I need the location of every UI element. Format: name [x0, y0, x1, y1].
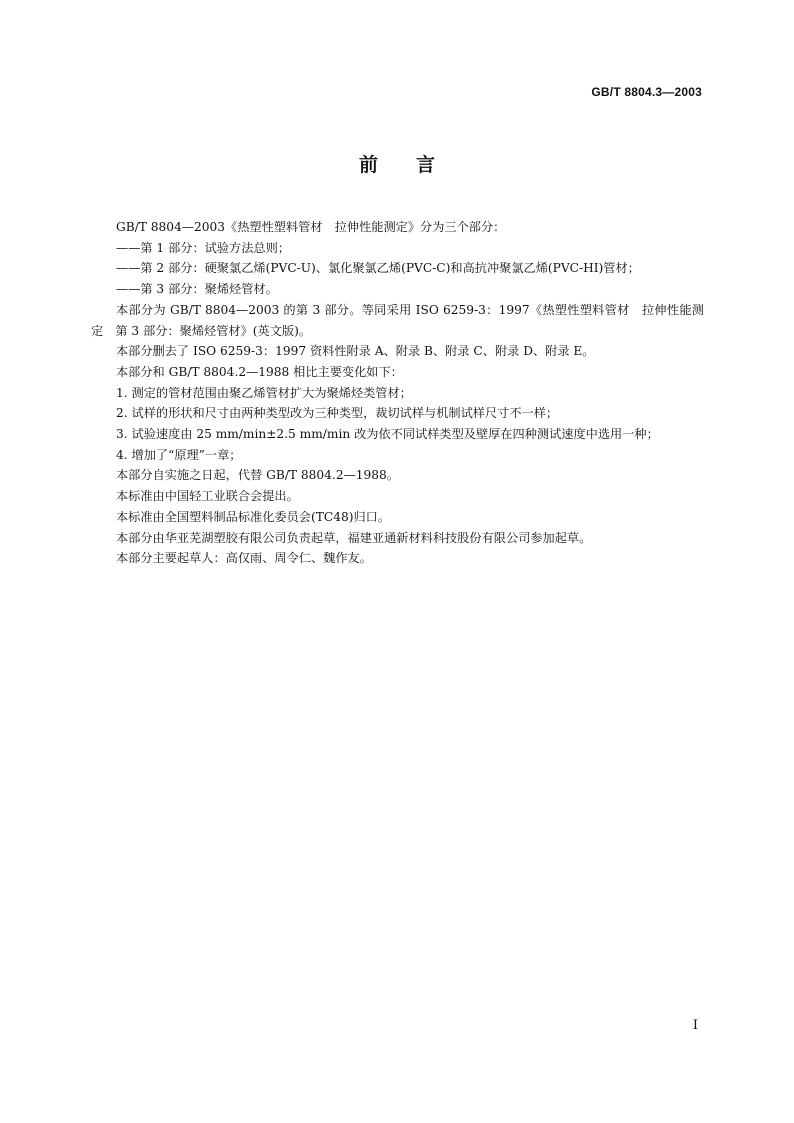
paragraph-changes-intro: 本部分和 GB/T 8804.2—1988 相比主要变化如下：: [116, 364, 403, 379]
paragraph-drafters: 本部分主要起草人：高仅雨、周令仁、魏作友。: [116, 551, 372, 566]
paragraph-intro: GB/T 8804—2003《热塑性塑料管材 拉伸性能测定》分为三个部分：: [116, 220, 506, 234]
standard-number: GB/T 8804.3—2003: [591, 85, 702, 99]
change-item-3: 3. 试验速度由 25 mm/min±2.5 mm/min 改为依不同试样类型及壁厚在四种测试速度中选用一种；: [116, 427, 659, 442]
list-item-part-1: ——第 1 部分：试验方法总则；: [116, 240, 290, 255]
paragraph-deletions: 本部分删去了 ISO 6259-3：1997 资料性附录 A、附录 B、附录 C、附录 D、附录 E。: [116, 344, 595, 359]
paragraph-replaces: 本部分自实施之日起，代替 GB/T 8804.2—1988。: [116, 468, 399, 483]
paragraph-equivalence: 本部分为 GB/T 8804—2003 的第 3 部分。等同采用 ISO 6259-3：1997《热塑性塑料管材 拉伸性能测定 第 3 部分：聚烯烃管材》(英文版)。: [91, 302, 704, 338]
document-body: [91, 217, 704, 569]
paragraph-drafted-by: 本部分由华亚芜湖塑胶有限公司负责起草，福建亚通新材料科技股份有限公司参加起草。: [116, 530, 592, 545]
list-item-part-2: ——第 2 部分：硬聚氯乙烯(PVC-U)、氯化聚氯乙烯(PVC-C)和高抗冲聚氯乙烯(PVC-HI)管材；: [116, 261, 640, 276]
list-item-part-3: ——第 3 部分：聚烯烃管材。: [116, 282, 278, 297]
paragraph-proposed-by: 本标准由中国轻工业联合会提出。: [116, 489, 299, 504]
change-item-2: 2. 试样的形状和尺寸由两种类型改为三种类型，裁切试样与机制试样尺寸不一样；: [116, 406, 559, 421]
paragraph-centralized-by: 本标准由全国塑料制品标准化委员会(TC48)归口。: [116, 509, 391, 524]
page-title: 前言: [358, 154, 473, 176]
page-number: I: [692, 1018, 698, 1033]
change-item-1: 1. 测定的管材范围由聚乙烯管材扩大为聚烯烃类管材；: [116, 385, 412, 400]
change-item-4: 4. 增加了“原理”一章；: [116, 447, 242, 462]
